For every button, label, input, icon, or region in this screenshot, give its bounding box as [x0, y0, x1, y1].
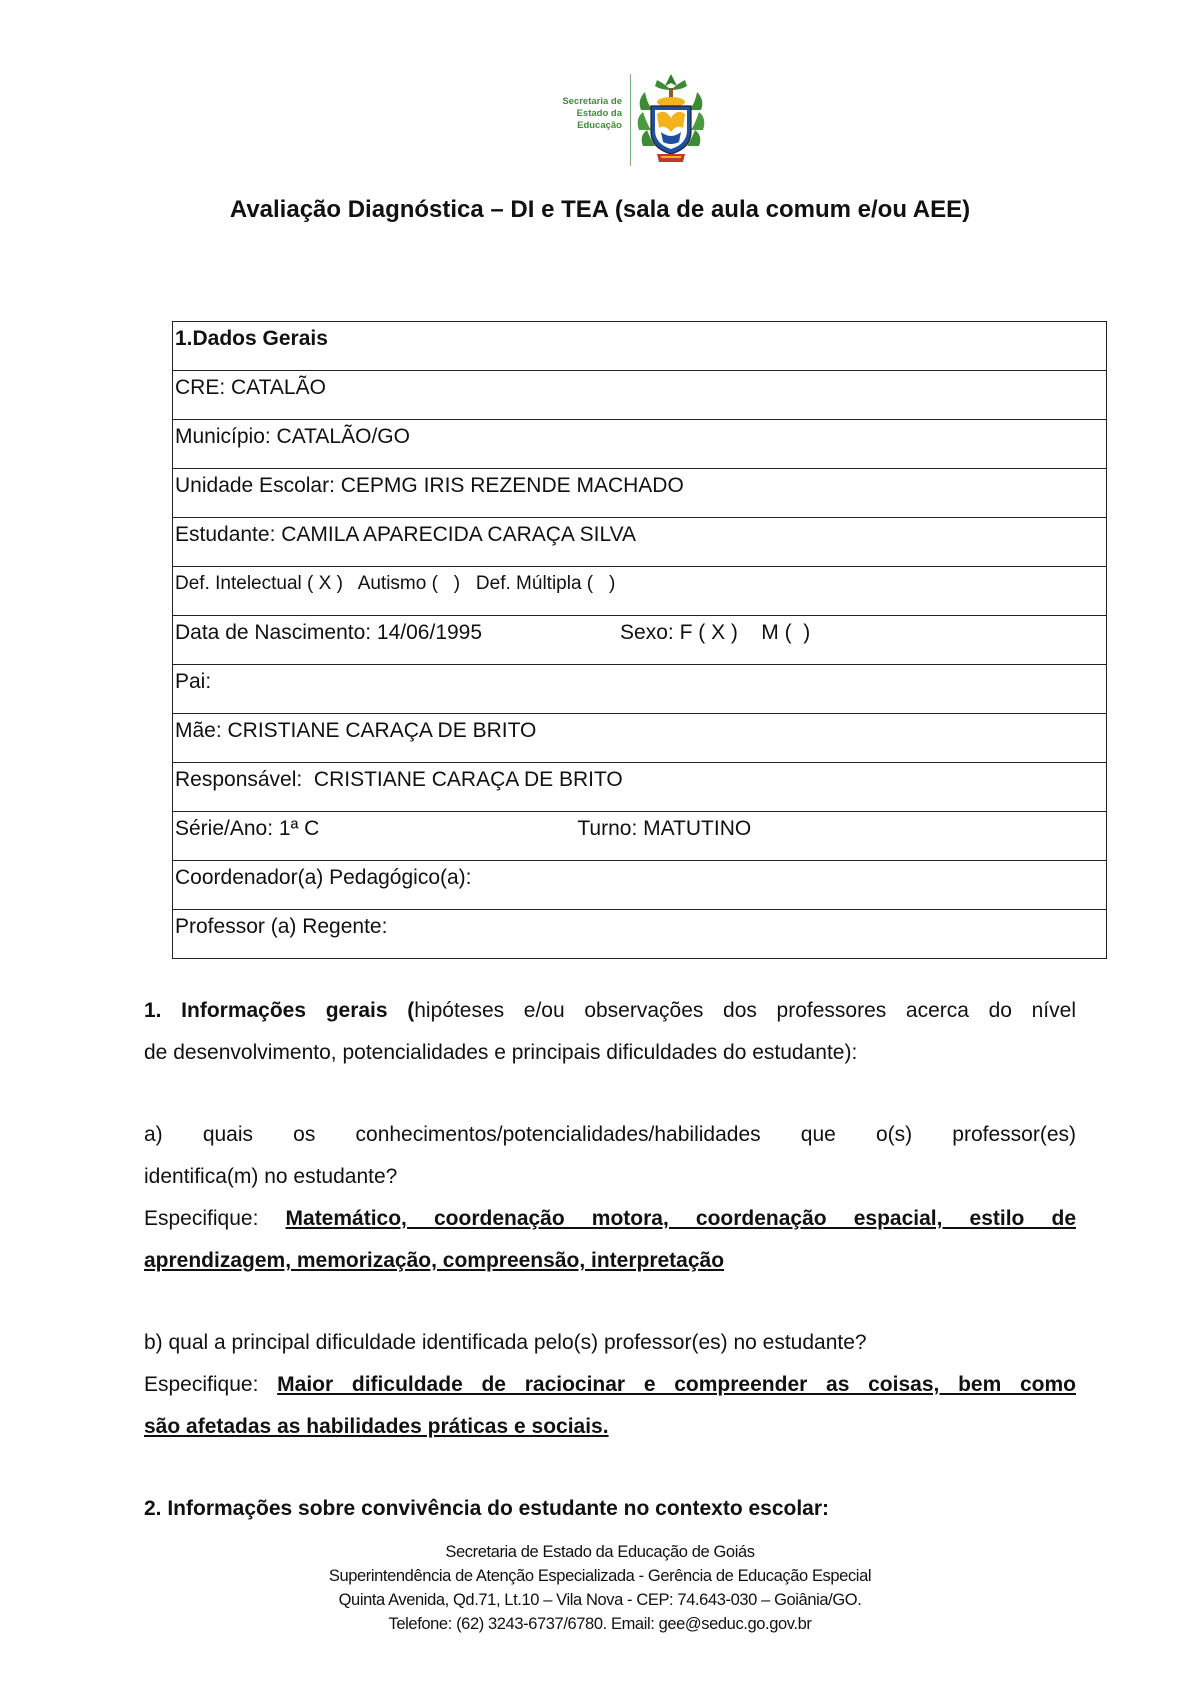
goias-coat-of-arms-icon	[635, 70, 707, 166]
question-b-section	[144, 1322, 1076, 1448]
convivencia-heading: 2. Informações sobre convivência do estudante no contexto escolar:	[144, 1497, 830, 1520]
serie-turno-cell	[173, 812, 1107, 861]
seduc-logo	[540, 70, 710, 170]
mae-field: Mãe: CRISTIANE CARAÇA DE BRITO	[173, 714, 1107, 763]
logo-wordmark	[540, 96, 622, 132]
table-row	[173, 665, 1107, 714]
turno-field: Turno: MATUTINO	[577, 817, 752, 840]
footer-line: Superintendência de Atenção Especializada - Gerência de Educação Especial	[328, 1567, 872, 1585]
table-row	[173, 812, 1107, 861]
answer-a-line2	[144, 1240, 1076, 1282]
table-row	[173, 861, 1107, 910]
table-row	[173, 420, 1107, 469]
table-row	[173, 714, 1107, 763]
logo-text-line: Educação	[577, 120, 622, 131]
professor-field: Professor (a) Regente:	[173, 910, 1107, 959]
question-b-line: b) qual a principal dificuldade identificada pelo(s) professor(es) no estudante?	[144, 1331, 867, 1354]
document-title: Avaliação Diagnóstica – DI e TEA (sala de aula comum e/ou AEE)	[229, 196, 971, 223]
municipio-field: Município: CATALÃO/GO	[173, 420, 1107, 469]
answer-a-text-cont: aprendizagem, memorização, compreensão, interpretação	[144, 1249, 725, 1272]
dados-gerais-heading: 1.Dados Gerais	[173, 322, 1107, 371]
table-row	[173, 567, 1107, 616]
footer-line: Secretaria de Estado da Educação de Goiás	[445, 1543, 755, 1561]
answer-b-line2	[144, 1406, 1076, 1448]
unidade-escolar-field: Unidade Escolar: CEPMG IRIS REZENDE MACHADO	[173, 469, 1107, 518]
table-row	[173, 322, 1107, 371]
logo-divider	[630, 74, 631, 166]
answer-a-text: Matemático, coordenação motora, coordenação espacial, estilo de	[285, 1207, 1076, 1230]
question-a-section	[144, 1114, 1076, 1282]
nascimento-sexo-cell	[173, 616, 1107, 665]
info-gerais-heading-bold: 1. Informações gerais (	[144, 999, 415, 1022]
table-row	[173, 910, 1107, 959]
table-row	[173, 518, 1107, 567]
responsavel-field: Responsável: CRISTIANE CARAÇA DE BRITO	[173, 763, 1107, 812]
answer-b-text: Maior dificuldade de raciocinar e compreender as coisas, bem como	[277, 1373, 1076, 1396]
logo-text-line: Estado da	[576, 108, 622, 119]
info-gerais-heading-text: hipóteses e/ou observações dos professores acerca do nível	[414, 999, 1076, 1022]
logo-text-line: Secretaria de	[562, 96, 622, 107]
pai-field: Pai:	[173, 665, 1107, 714]
table-row	[173, 616, 1107, 665]
table-row	[173, 371, 1107, 420]
serie-ano-field: Série/Ano: 1ª C	[175, 817, 320, 840]
footer-contact-line: Telefone: (62) 3243-6737/6780. Email: gee@seduc.go.gov.br	[388, 1615, 812, 1633]
info-gerais-heading	[144, 990, 1076, 1032]
coordenador-field: Coordenador(a) Pedagógico(a):	[173, 861, 1107, 910]
question-a-line1: a) quais os conhecimentos/potencialidades/habilidades que o(s) professor(es)	[144, 1123, 1076, 1146]
table-row	[173, 469, 1107, 518]
question-a-line2: identifica(m) no estudante?	[144, 1165, 398, 1188]
answer-b-text-cont: são afetadas as habilidades práticas e sociais.	[144, 1415, 609, 1438]
answer-a-line1	[144, 1198, 1076, 1240]
info-gerais-section	[144, 990, 1076, 1074]
info-gerais-heading-line2: de desenvolvimento, potencialidades e principais dificuldades do estudante):	[144, 1041, 858, 1064]
especifique-label: Especifique:	[144, 1207, 259, 1230]
footer-line: Quinta Avenida, Qd.71, Lt.10 – Vila Nova - CEP: 74.643-030 – Goiânia/GO.	[338, 1591, 862, 1609]
estudante-field: Estudante: CAMILA APARECIDA CARAÇA SILVA	[173, 518, 1107, 567]
answer-b-line1	[144, 1364, 1076, 1406]
table-row	[173, 763, 1107, 812]
sexo-field: Sexo: F ( X ) M ( )	[620, 621, 811, 644]
page-footer	[0, 1540, 1200, 1636]
dados-gerais-table	[172, 321, 1107, 959]
especifique-label: Especifique:	[144, 1373, 259, 1396]
deficiencia-field: Def. Intelectual ( X ) Autismo ( ) Def. Múltipla ( )	[173, 567, 1107, 616]
cre-field: CRE: CATALÃO	[173, 371, 1107, 420]
data-nascimento-field: Data de Nascimento: 14/06/1995	[175, 621, 483, 644]
